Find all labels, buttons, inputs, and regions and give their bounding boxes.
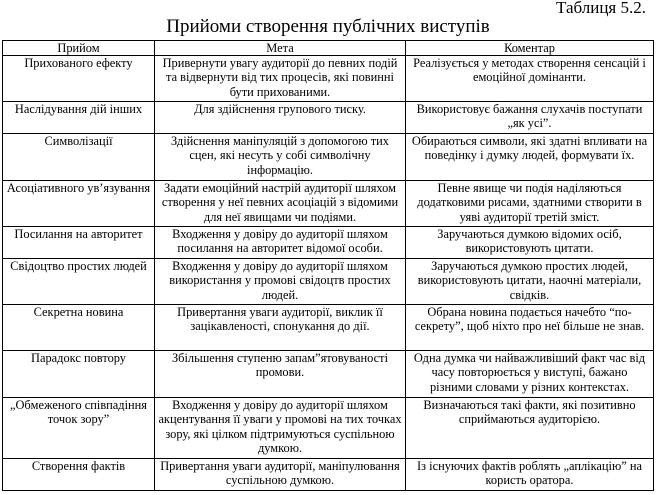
comment-cell: Одна думка чи найважливіший факт час від часу повторюється у виступі, бажано різними словами у різних контекстах.: [406, 351, 654, 398]
comment-cell: Із існуючих фактів роблять „аплікацію” на користь оратора.: [406, 459, 654, 491]
purpose-cell: Збільшення ступеню запам”ятовуваності промови.: [155, 351, 406, 398]
technique-cell: Створення фактів: [3, 459, 155, 491]
purpose-cell: Для здійснення групового тиску.: [155, 102, 406, 134]
technique-cell: „Обмеженого співпадіння точок зору”: [3, 398, 155, 459]
techniques-table: [2, 40, 654, 491]
comment-cell: Заручаються думкою простих людей, використовують цитати, наочні матеріали, свідків.: [406, 259, 654, 305]
column-header-technique: Прийом: [3, 41, 155, 56]
table-row: [3, 259, 654, 305]
table-row: [3, 102, 654, 134]
purpose-cell: Входження у довіру до аудиторії шляхом посилання на авторитет відомої особи.: [155, 227, 406, 259]
comment-cell: Використовує бажання слухачів поступати „як усі”.: [406, 102, 654, 134]
purpose-cell: Задати емоційний настрій аудиторії шляхом створення у неї певних асоціацій з відомими для неї явищами чи подіями.: [155, 181, 406, 227]
comment-cell: Обираються символи, які здатні впливати на поведінку і думку людей, формувати їх.: [406, 134, 654, 181]
purpose-cell: Привертання уваги аудиторії, виклик її зацікавленості, спонукання до дії.: [155, 305, 406, 351]
technique-cell: Символізації: [3, 134, 155, 181]
purpose-cell: Входження у довіру до аудиторії шляхом акцентування її уваги у промові на тих точках зору, які цілком підтримуються суспільною думкою.: [155, 398, 406, 459]
table-row: [3, 227, 654, 259]
purpose-cell: Привертання уваги аудиторії, маніпулювання суспільною думкою.: [155, 459, 406, 491]
table-row: [3, 134, 654, 181]
technique-cell: Секретна новина: [3, 305, 155, 351]
technique-cell: Прихованого ефекту: [3, 56, 155, 102]
comment-cell: Певне явище чи подія наділяються додатковими рисами, здатними створити в уяві аудиторії третій зміст.: [406, 181, 654, 227]
comment-cell: Реалізується у методах створення сенсацій і емоційної домінанти.: [406, 56, 654, 102]
column-header-purpose: Мета: [155, 41, 406, 56]
table-header-row: [3, 41, 654, 56]
column-header-comment: Коментар: [406, 41, 654, 56]
technique-cell: Наслідування дій інших: [3, 102, 155, 134]
comment-cell: Заручаються думкою відомих осіб, використовують цитати.: [406, 227, 654, 259]
table-row: [3, 56, 654, 102]
table-number-label: Таблиця 5.2.: [556, 0, 646, 17]
table-title: Прийоми створення публічних виступів: [166, 16, 490, 37]
table-row: [3, 398, 654, 459]
technique-cell: Парадокс повтору: [3, 351, 155, 398]
table-row: [3, 181, 654, 227]
table-row: [3, 351, 654, 398]
technique-cell: Асоціативного ув’язування: [3, 181, 155, 227]
purpose-cell: Здійснення маніпуляцій з допомогою тих сцен, які несуть у собі символічну інформацію.: [155, 134, 406, 181]
comment-cell: Обрана новина подається начебто “по-секрету”, щоб ніхто про неї більше не знав.: [406, 305, 654, 351]
table-row: [3, 305, 654, 351]
purpose-cell: Привернути увагу аудиторії до певних подій та відвернути від тих процесів, які повинні бути прихованими.: [155, 56, 406, 102]
technique-cell: Посилання на авторитет: [3, 227, 155, 259]
technique-cell: Свідоцтво простих людей: [3, 259, 155, 305]
purpose-cell: Входження у довіру до аудиторії шляхом використання у промові свідоцтв простих людей.: [155, 259, 406, 305]
table-row: [3, 459, 654, 491]
comment-cell: Визначаються такі факти, які позитивно сприймаються аудиторією.: [406, 398, 654, 459]
